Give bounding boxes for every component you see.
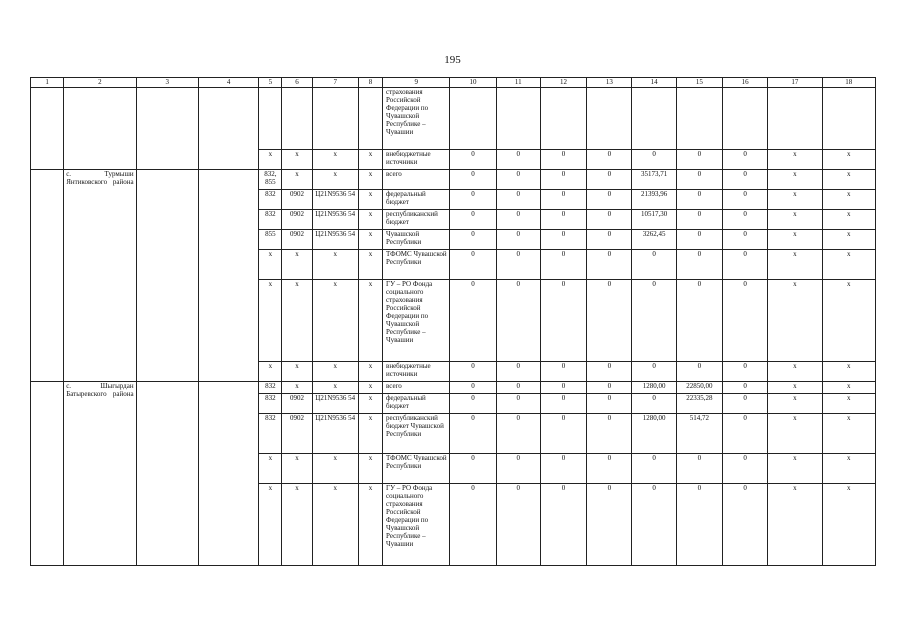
value-col-18: х xyxy=(822,414,875,454)
value-col-14: 1280,00 xyxy=(632,414,676,454)
value-col-18: х xyxy=(822,250,875,280)
column-3-cell xyxy=(136,170,198,382)
value-col-18: х xyxy=(822,230,875,250)
value-col-10: 0 xyxy=(450,454,496,484)
value-col-11: 0 xyxy=(496,150,540,170)
expense-type-code: х xyxy=(358,382,382,394)
section-code: х xyxy=(282,454,312,484)
value-col-11: 0 xyxy=(496,280,540,362)
value-col-12 xyxy=(540,88,586,150)
value-col-18: х xyxy=(822,210,875,230)
value-col-13: 0 xyxy=(587,150,632,170)
expense-type-code: х xyxy=(358,414,382,454)
value-col-14: 0 xyxy=(632,150,676,170)
section-code: 0902 xyxy=(282,394,312,414)
funding-source: федеральный бюджет xyxy=(383,394,450,414)
funding-source: ГУ – РО Фонда социального страхования Российской Федерации по Чувашской Республике – Чувашии xyxy=(383,280,450,362)
target-article-code: х xyxy=(312,170,358,190)
value-col-14: 3262,45 xyxy=(632,230,676,250)
value-col-11: 0 xyxy=(496,394,540,414)
target-article-code: Ц21N9536 54 xyxy=(312,394,358,414)
column-number-5: 5 xyxy=(259,78,282,88)
value-col-15: 514,72 xyxy=(676,414,722,454)
value-col-10: 0 xyxy=(450,170,496,190)
column-number-12: 12 xyxy=(540,78,586,88)
column-number-9: 9 xyxy=(383,78,450,88)
value-col-17: х xyxy=(768,414,822,454)
ministry-code: х xyxy=(259,484,282,566)
value-col-17: х xyxy=(768,394,822,414)
section-code: х xyxy=(282,280,312,362)
value-col-15: 0 xyxy=(676,454,722,484)
value-col-12: 0 xyxy=(540,454,586,484)
value-col-17: х xyxy=(768,190,822,210)
value-col-10: 0 xyxy=(450,210,496,230)
value-col-16: 0 xyxy=(722,250,767,280)
value-col-18: х xyxy=(822,190,875,210)
column-number-11: 11 xyxy=(496,78,540,88)
row-number-cell xyxy=(31,382,64,566)
ministry-code: х xyxy=(259,250,282,280)
value-col-11: 0 xyxy=(496,382,540,394)
expense-type-code: х xyxy=(358,230,382,250)
target-article-code: х xyxy=(312,362,358,382)
value-col-13: 0 xyxy=(587,382,632,394)
value-col-14: 35173,71 xyxy=(632,170,676,190)
funding-source: республиканский бюджет Чувашской Республики xyxy=(383,414,450,454)
column-number-14: 14 xyxy=(632,78,676,88)
value-col-17: х xyxy=(768,210,822,230)
value-col-14 xyxy=(632,88,676,150)
column-number-18: 18 xyxy=(822,78,875,88)
value-col-13: 0 xyxy=(587,230,632,250)
target-article-code: х xyxy=(312,150,358,170)
value-col-14: 0 xyxy=(632,454,676,484)
value-col-12: 0 xyxy=(540,170,586,190)
value-col-12: 0 xyxy=(540,362,586,382)
column-number-4: 4 xyxy=(198,78,258,88)
value-col-13: 0 xyxy=(587,484,632,566)
target-article-code: х xyxy=(312,382,358,394)
target-article-code: Ц21N9536 54 xyxy=(312,210,358,230)
target-article-code xyxy=(312,88,358,150)
value-col-17: х xyxy=(768,280,822,362)
value-col-12: 0 xyxy=(540,484,586,566)
ministry-code: 832 xyxy=(259,190,282,210)
value-col-17: х xyxy=(768,362,822,382)
section-code: х xyxy=(282,382,312,394)
value-col-15 xyxy=(676,88,722,150)
value-col-10: 0 xyxy=(450,394,496,414)
column-number-15: 15 xyxy=(676,78,722,88)
settlement-name: с. Шыгырдан Батыревского района xyxy=(64,382,136,566)
value-col-12: 0 xyxy=(540,394,586,414)
value-col-15: 0 xyxy=(676,150,722,170)
ministry-code: 832, 855 xyxy=(259,170,282,190)
value-col-15: 0 xyxy=(676,170,722,190)
value-col-10: 0 xyxy=(450,230,496,250)
section-code: х xyxy=(282,362,312,382)
section-code xyxy=(282,88,312,150)
table-row xyxy=(31,170,876,190)
target-article-code: х xyxy=(312,454,358,484)
funding-source: всего xyxy=(383,382,450,394)
value-col-17: х xyxy=(768,230,822,250)
value-col-14: 21393,96 xyxy=(632,190,676,210)
value-col-17: х xyxy=(768,484,822,566)
column-number-8: 8 xyxy=(358,78,382,88)
column-number-16: 16 xyxy=(722,78,767,88)
value-col-16: 0 xyxy=(722,150,767,170)
target-article-code: х xyxy=(312,484,358,566)
value-col-17: х xyxy=(768,150,822,170)
row-number-cell xyxy=(31,170,64,382)
funding-source: всего xyxy=(383,170,450,190)
value-col-18: х xyxy=(822,170,875,190)
value-col-16: 0 xyxy=(722,170,767,190)
value-col-14: 0 xyxy=(632,394,676,414)
expense-type-code: х xyxy=(358,190,382,210)
section-code: х xyxy=(282,150,312,170)
column-4-cell xyxy=(198,170,258,382)
value-col-17: х xyxy=(768,250,822,280)
value-col-18: х xyxy=(822,454,875,484)
value-col-16: 0 xyxy=(722,394,767,414)
target-article-code: Ц21N9536 54 xyxy=(312,414,358,454)
value-col-11: 0 xyxy=(496,362,540,382)
section-code: 0902 xyxy=(282,210,312,230)
section-code: 0902 xyxy=(282,414,312,454)
value-col-12: 0 xyxy=(540,280,586,362)
value-col-11: 0 xyxy=(496,190,540,210)
value-col-13: 0 xyxy=(587,170,632,190)
value-col-18: х xyxy=(822,382,875,394)
ministry-code: 855 xyxy=(259,230,282,250)
value-col-17 xyxy=(768,88,822,150)
target-article-code: Ц21N9536 54 xyxy=(312,230,358,250)
value-col-18 xyxy=(822,88,875,150)
value-col-10 xyxy=(450,88,496,150)
section-code: х xyxy=(282,170,312,190)
target-article-code: х xyxy=(312,280,358,362)
value-col-13: 0 xyxy=(587,250,632,280)
target-article-code: Ц21N9536 54 xyxy=(312,190,358,210)
ministry-code: х xyxy=(259,280,282,362)
value-col-10: 0 xyxy=(450,382,496,394)
expense-type-code: х xyxy=(358,170,382,190)
column-3-cell xyxy=(136,88,198,170)
value-col-16: 0 xyxy=(722,414,767,454)
value-col-18: х xyxy=(822,394,875,414)
value-col-15: 0 xyxy=(676,362,722,382)
section-code: х xyxy=(282,484,312,566)
value-col-16: 0 xyxy=(722,454,767,484)
settlement-name: с. Турмыши Янтиковского района xyxy=(64,170,136,382)
target-article-code: х xyxy=(312,250,358,280)
value-col-13: 0 xyxy=(587,362,632,382)
expense-type-code: х xyxy=(358,150,382,170)
value-col-11: 0 xyxy=(496,250,540,280)
value-col-12: 0 xyxy=(540,414,586,454)
funding-source: Чувашской Республики xyxy=(383,230,450,250)
value-col-13: 0 xyxy=(587,190,632,210)
ministry-code: х xyxy=(259,150,282,170)
value-col-10: 0 xyxy=(450,362,496,382)
value-col-12: 0 xyxy=(540,150,586,170)
section-code: х xyxy=(282,250,312,280)
expense-type-code: х xyxy=(358,484,382,566)
value-col-11 xyxy=(496,88,540,150)
funding-source: внебюджетные источники xyxy=(383,362,450,382)
ministry-code: 832 xyxy=(259,382,282,394)
value-col-14: 0 xyxy=(632,250,676,280)
value-col-10: 0 xyxy=(450,250,496,280)
value-col-15: 0 xyxy=(676,230,722,250)
value-col-16: 0 xyxy=(722,484,767,566)
value-col-12: 0 xyxy=(540,190,586,210)
section-code: 0902 xyxy=(282,190,312,210)
value-col-12: 0 xyxy=(540,382,586,394)
budget-table xyxy=(30,77,876,566)
value-col-11: 0 xyxy=(496,170,540,190)
funding-source: федеральный бюджет xyxy=(383,190,450,210)
value-col-10: 0 xyxy=(450,280,496,362)
expense-type-code: х xyxy=(358,280,382,362)
value-col-16: 0 xyxy=(722,230,767,250)
settlement-name xyxy=(64,88,136,170)
column-number-row xyxy=(31,78,876,88)
value-col-10: 0 xyxy=(450,484,496,566)
expense-type-code: х xyxy=(358,250,382,280)
funding-source: внебюджетные источники xyxy=(383,150,450,170)
expense-type-code: х xyxy=(358,210,382,230)
column-number-3: 3 xyxy=(136,78,198,88)
ministry-code: х xyxy=(259,362,282,382)
value-col-10: 0 xyxy=(450,190,496,210)
ministry-code: 832 xyxy=(259,394,282,414)
value-col-15: 0 xyxy=(676,210,722,230)
value-col-17: х xyxy=(768,382,822,394)
expense-type-code: х xyxy=(358,394,382,414)
value-col-15: 0 xyxy=(676,484,722,566)
value-col-14: 0 xyxy=(632,362,676,382)
value-col-13 xyxy=(587,88,632,150)
value-col-16: 0 xyxy=(722,210,767,230)
funding-source: ГУ – РО Фонда социального страхования Российской Федерации по Чувашской Республике – Чувашии xyxy=(383,484,450,566)
value-col-14: 0 xyxy=(632,280,676,362)
value-col-17: х xyxy=(768,170,822,190)
row-number-cell xyxy=(31,88,64,170)
ministry-code: х xyxy=(259,454,282,484)
column-number-13: 13 xyxy=(587,78,632,88)
expense-type-code: х xyxy=(358,454,382,484)
value-col-11: 0 xyxy=(496,230,540,250)
column-number-7: 7 xyxy=(312,78,358,88)
value-col-15: 0 xyxy=(676,280,722,362)
funding-source: республиканский бюджет xyxy=(383,210,450,230)
value-col-13: 0 xyxy=(587,394,632,414)
value-col-13: 0 xyxy=(587,280,632,362)
value-col-18: х xyxy=(822,362,875,382)
table-row xyxy=(31,88,876,150)
value-col-17: х xyxy=(768,454,822,484)
expense-type-code xyxy=(358,88,382,150)
column-3-cell xyxy=(136,382,198,566)
column-4-cell xyxy=(198,382,258,566)
value-col-14: 10517,30 xyxy=(632,210,676,230)
value-col-13: 0 xyxy=(587,454,632,484)
value-col-13: 0 xyxy=(587,414,632,454)
value-col-16: 0 xyxy=(722,362,767,382)
value-col-12: 0 xyxy=(540,230,586,250)
value-col-11: 0 xyxy=(496,484,540,566)
value-col-15: 0 xyxy=(676,190,722,210)
expense-type-code: х xyxy=(358,362,382,382)
page-number: 195 xyxy=(444,54,461,66)
value-col-18: х xyxy=(822,280,875,362)
section-code: 0902 xyxy=(282,230,312,250)
value-col-15: 22850,00 xyxy=(676,382,722,394)
value-col-14: 0 xyxy=(632,484,676,566)
value-col-11: 0 xyxy=(496,210,540,230)
funding-source: ТФОМС Чувашской Республики xyxy=(383,454,450,484)
value-col-16: 0 xyxy=(722,190,767,210)
value-col-10: 0 xyxy=(450,150,496,170)
value-col-15: 0 xyxy=(676,250,722,280)
value-col-18: х xyxy=(822,484,875,566)
column-4-cell xyxy=(198,88,258,170)
value-col-12: 0 xyxy=(540,210,586,230)
table-row xyxy=(31,382,876,394)
value-col-16: 0 xyxy=(722,280,767,362)
value-col-18: х xyxy=(822,150,875,170)
value-col-15: 22335,28 xyxy=(676,394,722,414)
value-col-16: 0 xyxy=(722,382,767,394)
value-col-13: 0 xyxy=(587,210,632,230)
value-col-11: 0 xyxy=(496,414,540,454)
value-col-12: 0 xyxy=(540,250,586,280)
value-col-10: 0 xyxy=(450,414,496,454)
column-number-17: 17 xyxy=(768,78,822,88)
funding-source: страхования Российской Федерации по Чувашской Республике – Чувашии xyxy=(383,88,450,150)
column-number-1: 1 xyxy=(31,78,64,88)
funding-source: ТФОМС Чувашской Республики xyxy=(383,250,450,280)
ministry-code: 832 xyxy=(259,210,282,230)
value-col-11: 0 xyxy=(496,454,540,484)
column-number-2: 2 xyxy=(64,78,136,88)
column-number-6: 6 xyxy=(282,78,312,88)
ministry-code xyxy=(259,88,282,150)
column-number-10: 10 xyxy=(450,78,496,88)
value-col-14: 1280,00 xyxy=(632,382,676,394)
ministry-code: 832 xyxy=(259,414,282,454)
value-col-16 xyxy=(722,88,767,150)
